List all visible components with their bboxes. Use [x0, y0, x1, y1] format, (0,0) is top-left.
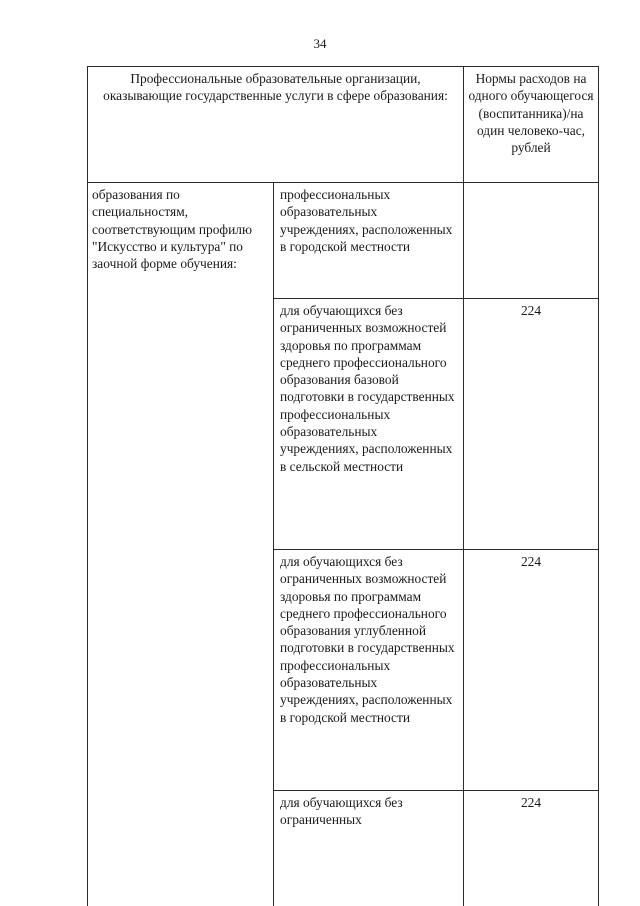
table-row [88, 183, 599, 299]
table-header-row [88, 67, 599, 183]
row-value-cell [464, 791, 599, 906]
expense-norms-table [87, 66, 599, 906]
row-description-cell [274, 550, 464, 791]
row-description-cell [274, 183, 464, 299]
header-organizations-text: Профессиональные образовательные организации, оказывающие государственные услуги в сфере образования: [103, 71, 448, 104]
row-value-cell [464, 299, 599, 550]
row-description: профессиональных образовательных учреждениях, расположенных в городской местности [280, 187, 453, 254]
row-value: 224 [520, 554, 542, 569]
header-norms-cell [464, 67, 599, 183]
row-value: 224 [520, 303, 542, 318]
row-value-cell [464, 183, 599, 299]
header-organizations-cell [88, 67, 464, 183]
category-cell [88, 183, 274, 906]
row-value-cell [464, 550, 599, 791]
page-number: 34 [313, 36, 327, 51]
row-description-cell [274, 791, 464, 906]
header-norms-text: Нормы расходов на одного обучающегося (воспитанника)/на один человеко-час, рублей [468, 71, 594, 156]
row-description: для обучающихся без ограниченных возможностей здоровья по программам среднего профессионального образования базовой подготовки в государственных профессиональных образовательных учреждениях, расположенных в сельской местности [280, 303, 455, 474]
row-description: для обучающихся без ограниченных возможностей здоровья по программам среднего профессионального образования углубленной подготовки в государственных профессиональных образовательных учреждениях, расположенных в городской местности [280, 554, 455, 725]
row-description: для обучающихся без ограниченных [280, 795, 403, 828]
category-text: образования по специальностям, соответствующим профилю "Искусство и культура" по заочной форме обучения: [92, 187, 252, 272]
row-value: 224 [520, 795, 542, 810]
row-description-cell [274, 299, 464, 550]
